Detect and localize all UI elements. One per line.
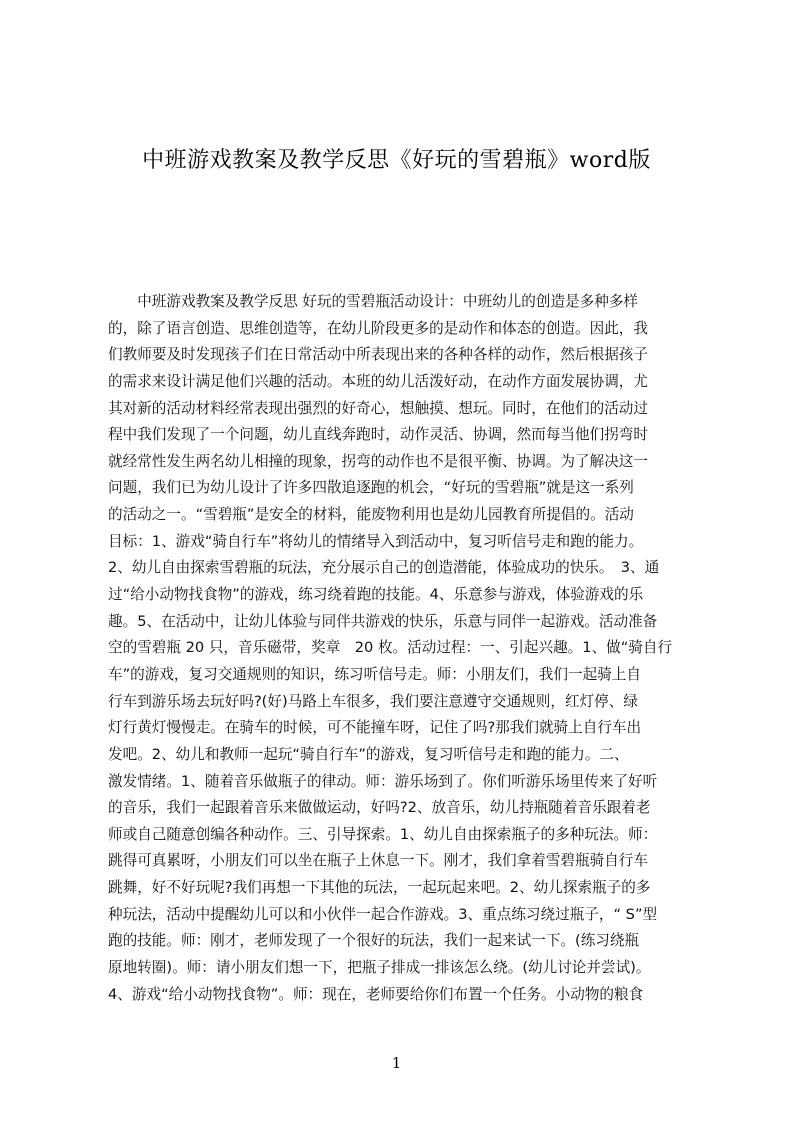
body-line: 的需求来设计满足他们兴趣的活动。本班的幼儿活泼好动，在动作方面发展协调，尤 bbox=[108, 372, 648, 390]
body-line: 激发情绪。1、随着音乐做瓶子的律动。师：游乐场到了。你们听游乐场里传来了好听 bbox=[108, 772, 658, 790]
body-line: 就经常性发生两名幼儿相撞的现象，拐弯的动作也不是很平衡、协调。为了解决这一 bbox=[108, 452, 648, 470]
body-line: 程中我们发现了一个问题，幼儿直线奔跑时，动作灵活、协调，然而每当他们拐弯时 bbox=[108, 426, 648, 444]
page-number: 1 bbox=[391, 1054, 402, 1072]
body-line: 种玩法，活动中提醒幼儿可以和小伙伴一起合作游戏。3、重点练习绕过瓶子，“ S”型 bbox=[108, 905, 658, 923]
body-line: 原地转圈)。师：请小朋友们想一下，把瓶子排成一排该怎么绕。(幼儿讨论并尝试)。 bbox=[108, 959, 651, 977]
body-line: 的，除了语言创造、思维创造等，在幼儿阶段更多的是动作和体态的创造。因此，我 bbox=[108, 319, 648, 337]
body-line: 中班游戏教案及教学反思 好玩的雪碧瓶活动设计：中班幼儿的创造是多种多样 bbox=[108, 293, 639, 310]
body-line: 趣。5、在活动中，让幼儿体验与同伴共游戏的快乐，乐意与同伴一起游戏。活动准备 bbox=[108, 612, 658, 630]
body-line: 4、游戏“给小动物找食物”。师：现在，老师要给你们布置一个任务。小动物的粮食 bbox=[108, 985, 644, 1003]
body-line: 灯行黄灯慢慢走。在骑车的时候，可不能撞车呀，记住了吗?那我们就骑上自行车出 bbox=[108, 719, 642, 737]
document-body bbox=[108, 289, 698, 1019]
body-line: 目标：1、游戏“骑自行车”将幼儿的情绪导入到活动中，复习听信号走和跑的能力。 bbox=[108, 532, 644, 550]
document-title: 中班游戏教案及教学反思《好玩的雪碧瓶》word版 bbox=[142, 148, 651, 173]
body-line: 的活动之一。“雪碧瓶”是安全的材料，能废物利用也是幼儿园教育所提倡的。活动 bbox=[108, 506, 634, 524]
body-line: 跳得可真累呀，小朋友们可以坐在瓶子上休息一下。刚才，我们拿着雪碧瓶骑自行车 bbox=[108, 852, 648, 870]
body-line: 师或自己随意创编各种动作。三、引导探索。1、幼儿自由探索瓶子的多种玩法。师： bbox=[108, 825, 658, 843]
body-line: 的音乐，我们一起跟着音乐来做做运动，好吗?2、放音乐，幼儿持瓶随着音乐跟着老 bbox=[108, 799, 651, 817]
body-line: 车”的游戏，复习交通规则的知识，练习听信号走。师：小朋友们，我们一起骑上自 bbox=[108, 665, 641, 683]
body-line: 2、幼儿自由探索雪碧瓶的玩法，充分展示自己的创造潜能，体验成功的快乐。 3、通 bbox=[108, 559, 660, 577]
body-line: 跳舞，好不好玩呢?我们再想一下其他的玩法，一起玩起来吧。2、幼儿探索瓶子的多 bbox=[108, 879, 651, 897]
body-line: 行车到游乐场去玩好吗?(好)马路上车很多，我们要注意遵守交通规则，红灯停、绿 bbox=[108, 692, 638, 710]
body-line: 问题，我们已为幼儿设计了许多四散追逐跑的机会，“好玩的雪碧瓶”就是这一系列 bbox=[108, 479, 634, 497]
body-line: 跑的技能。师：刚才，老师发现了一个很好的玩法，我们一起来试一下。(练习绕瓶 bbox=[108, 932, 640, 950]
body-line: 过“给小动物找食物”的游戏，练习绕着跑的技能。4、乐意参与游戏，体验游戏的乐 bbox=[108, 586, 644, 604]
body-line: 们教师要及时发现孩子们在日常活动中所表现出来的各种各样的动作，然后根据孩子 bbox=[108, 346, 648, 364]
body-line: 空的雪碧瓶 20 只，音乐磁带，奖章 20 枚。活动过程：一、引起兴趣。1、做“骑自行 bbox=[108, 639, 673, 657]
body-line: 发吧。2、幼儿和教师一起玩“骑自行车”的游戏，复习听信号走和跑的能力。二、 bbox=[108, 745, 629, 763]
body-line: 其对新的活动材料经常表现出强烈的好奇心，想触摸、想玩。同时，在他们的活动过 bbox=[108, 399, 648, 417]
